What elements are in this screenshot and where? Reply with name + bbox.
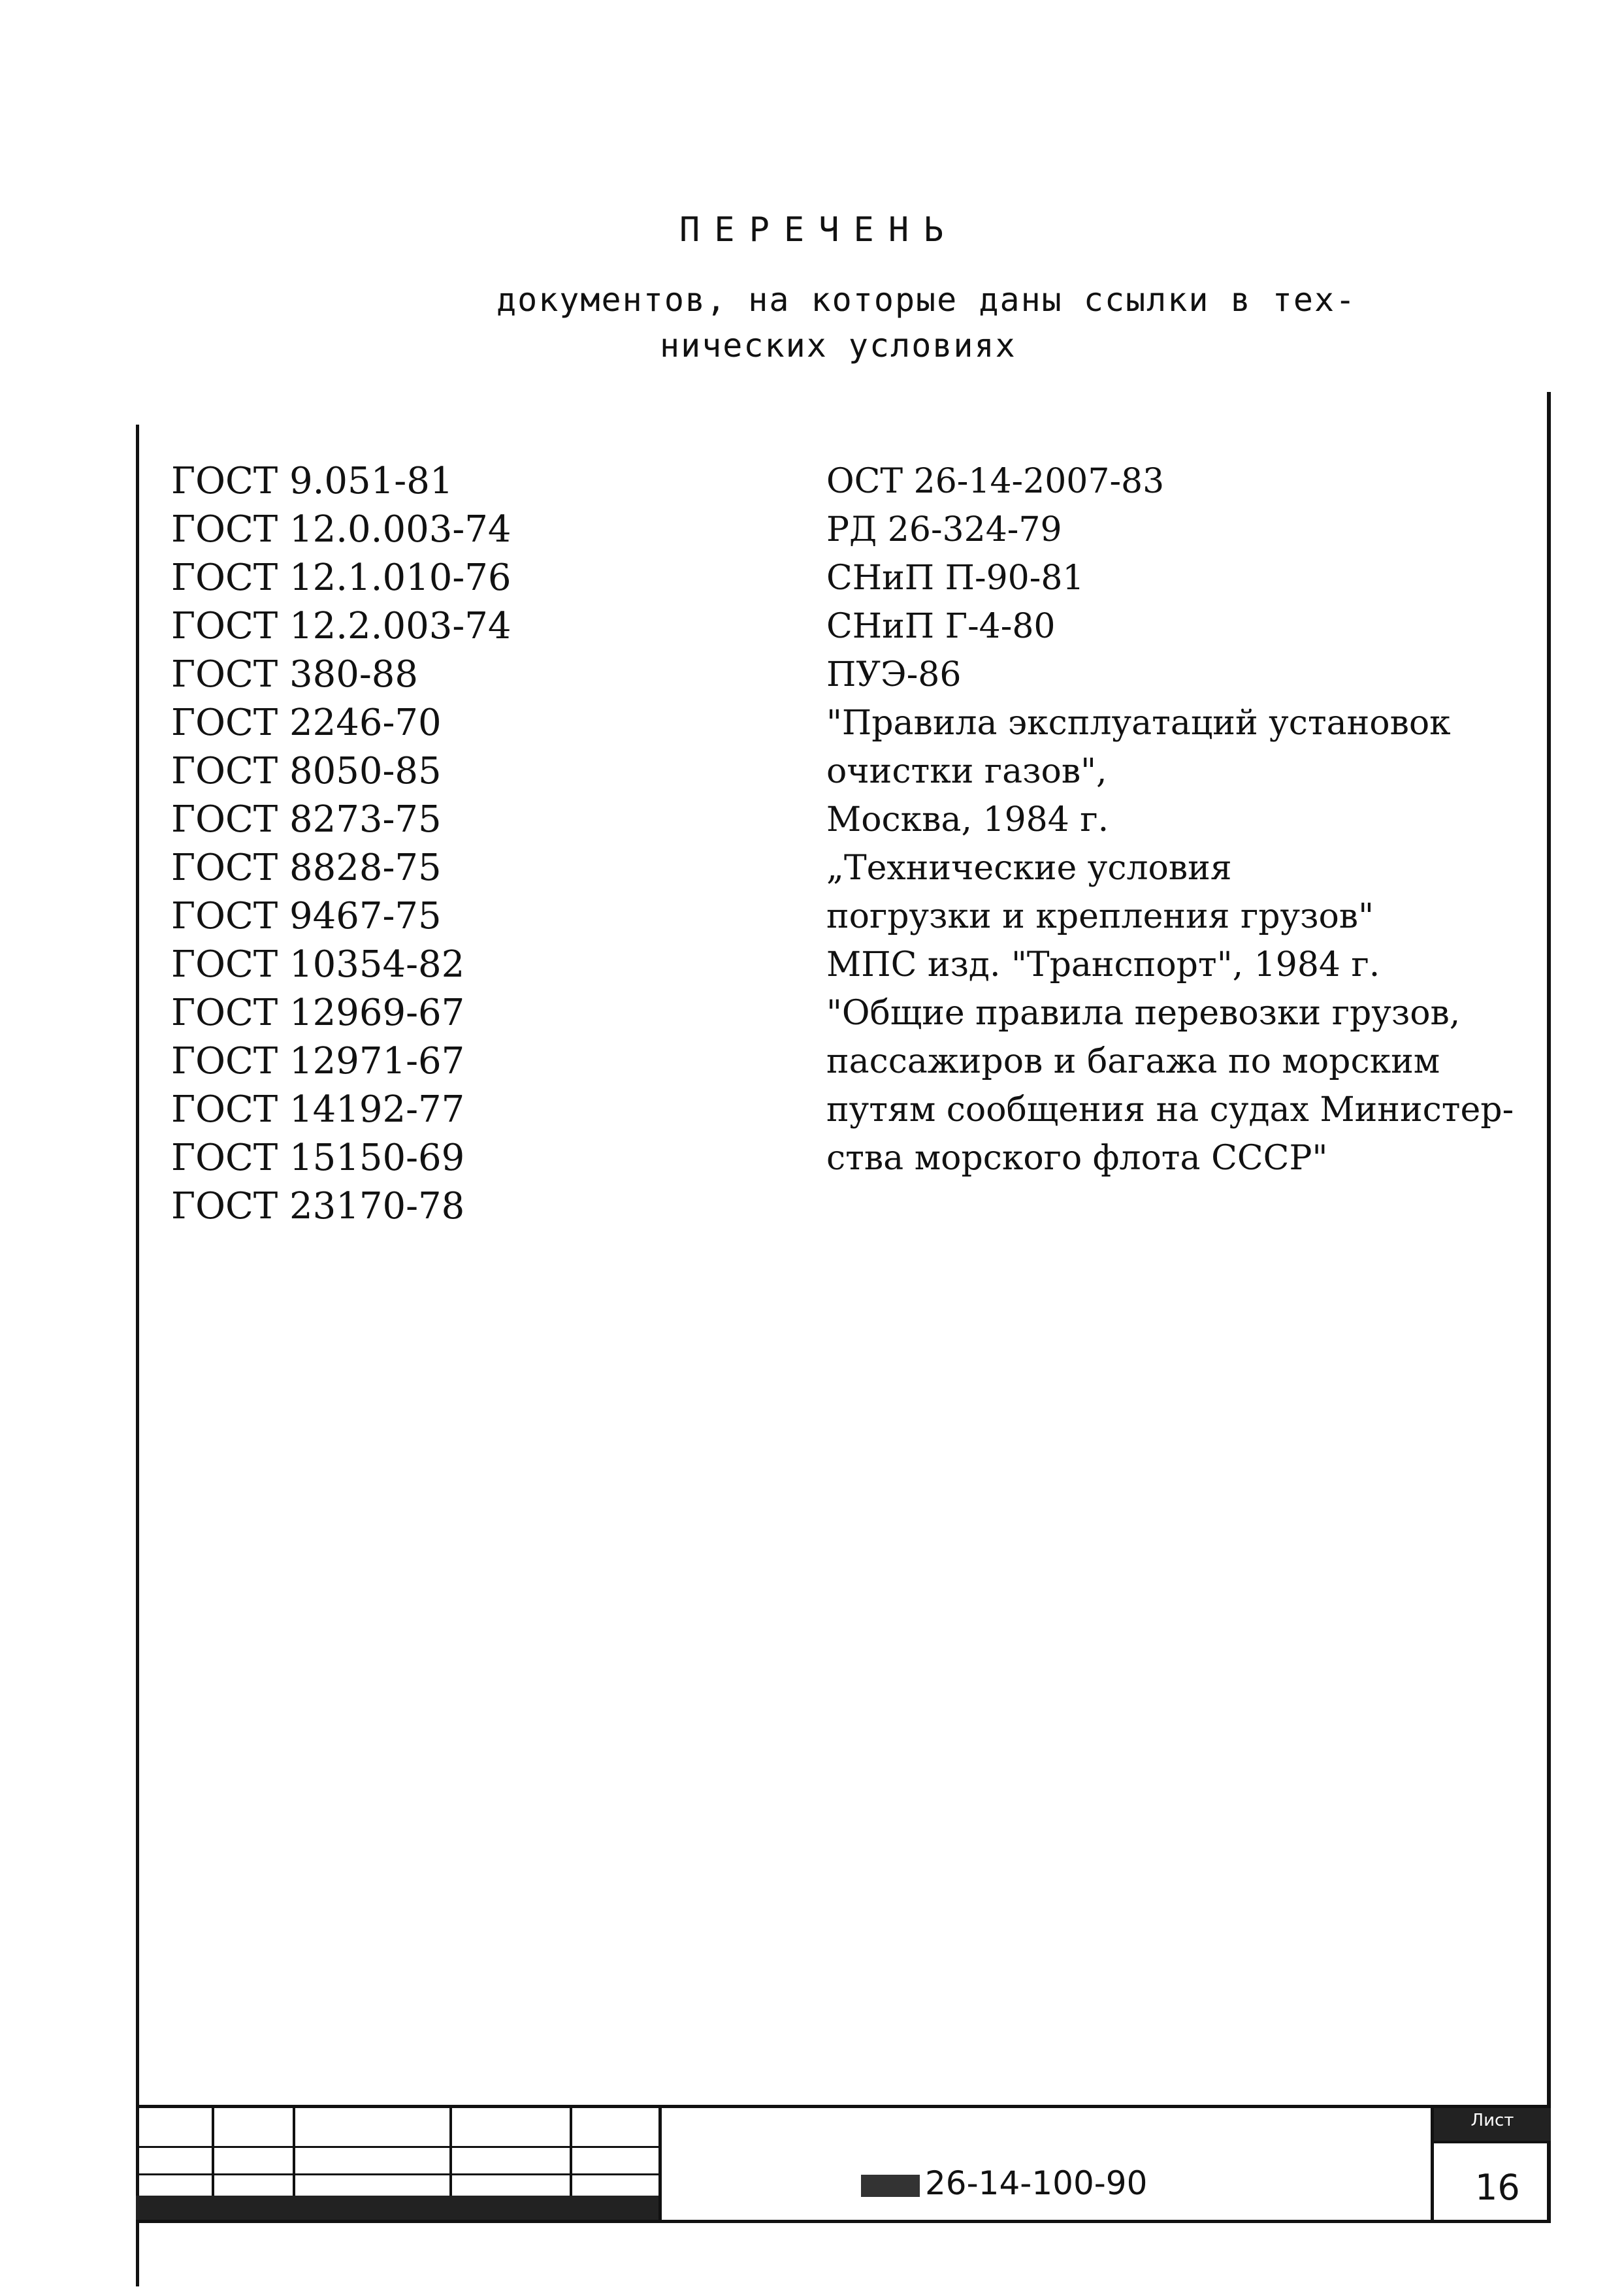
revision-header-row [136, 2196, 658, 2223]
list-item: ПУЭ-86 [826, 655, 962, 694]
list-item: ГОСТ 8828-75 [171, 847, 442, 889]
other-documents-list [826, 457, 1514, 1182]
document-code-text: 26-14-100-90 [925, 2164, 1148, 2202]
list-item: "Правила эксплуатаций установок [826, 704, 1451, 743]
list-item: ГОСТ 9.051-81 [171, 460, 453, 502]
sheet-label: Лист [1470, 2111, 1514, 2130]
list-item: ГОСТ 15150-69 [171, 1137, 465, 1179]
list-item: ГОСТ 12969-67 [171, 992, 465, 1034]
title-block-divider [658, 2108, 662, 2223]
frame-bottom-border [136, 2220, 1551, 2223]
grid-line [136, 2146, 658, 2148]
list-item: ГОСТ 10354-82 [171, 943, 465, 986]
frame-right-border [1547, 392, 1551, 2221]
sheet-number: 16 [1475, 2167, 1520, 2208]
page-title: ПЕРЕЧЕНЬ [679, 210, 958, 250]
list-item: СНиП Г-4-80 [826, 607, 1056, 646]
list-item: ГОСТ 2246-70 [171, 702, 442, 744]
list-item: ГОСТ 12971-67 [171, 1040, 465, 1082]
frame-left-border [136, 425, 139, 2286]
list-item: очистки газов", [826, 752, 1107, 791]
list-item: ГОСТ 8050-85 [171, 750, 442, 792]
sheet-cell-divider [1434, 2141, 1551, 2143]
list-item: погрузки и крепления грузов" [826, 897, 1374, 936]
list-item: „Технические условия [826, 849, 1232, 888]
list-item: ГОСТ 8273-75 [171, 798, 442, 841]
list-item: пассажиров и багажа по морским [826, 1042, 1440, 1081]
list-item: ства морского флота СССР" [826, 1139, 1328, 1178]
list-item: ГОСТ 12.0.003-74 [171, 508, 512, 551]
list-item: ГОСТ 14192-77 [171, 1088, 465, 1131]
list-item: ГОСТ 380-88 [171, 653, 419, 696]
list-item: ГОСТ 9467-75 [171, 895, 442, 937]
list-item: РД 26-324-79 [826, 510, 1062, 549]
subtitle-line-2: нических условиях [660, 327, 1016, 365]
list-item: "Общие правила перевозки грузов, [826, 994, 1461, 1033]
code-prefix-mark [861, 2175, 920, 2197]
list-item: МПС изд. "Транспорт", 1984 г. [826, 945, 1380, 984]
list-item: СНиП П-90-81 [826, 559, 1084, 598]
revision-grid [136, 2108, 658, 2223]
document-code [861, 2164, 1147, 2202]
list-item: ОСТ 26-14-2007-83 [826, 462, 1165, 501]
gost-standards-list [171, 457, 512, 1231]
list-item: Москва, 1984 г. [826, 800, 1109, 839]
list-item: ГОСТ 12.2.003-74 [171, 605, 512, 647]
list-item: ГОСТ 12.1.010-76 [171, 557, 512, 599]
grid-line [136, 2173, 658, 2175]
title-block [136, 2105, 1551, 2223]
subtitle-line-1: документов, на которые даны ссылки в тех- [496, 281, 1357, 319]
list-item: ГОСТ 23170-78 [171, 1185, 465, 1227]
list-item: путям сообщения на судах Министер- [826, 1090, 1514, 1129]
